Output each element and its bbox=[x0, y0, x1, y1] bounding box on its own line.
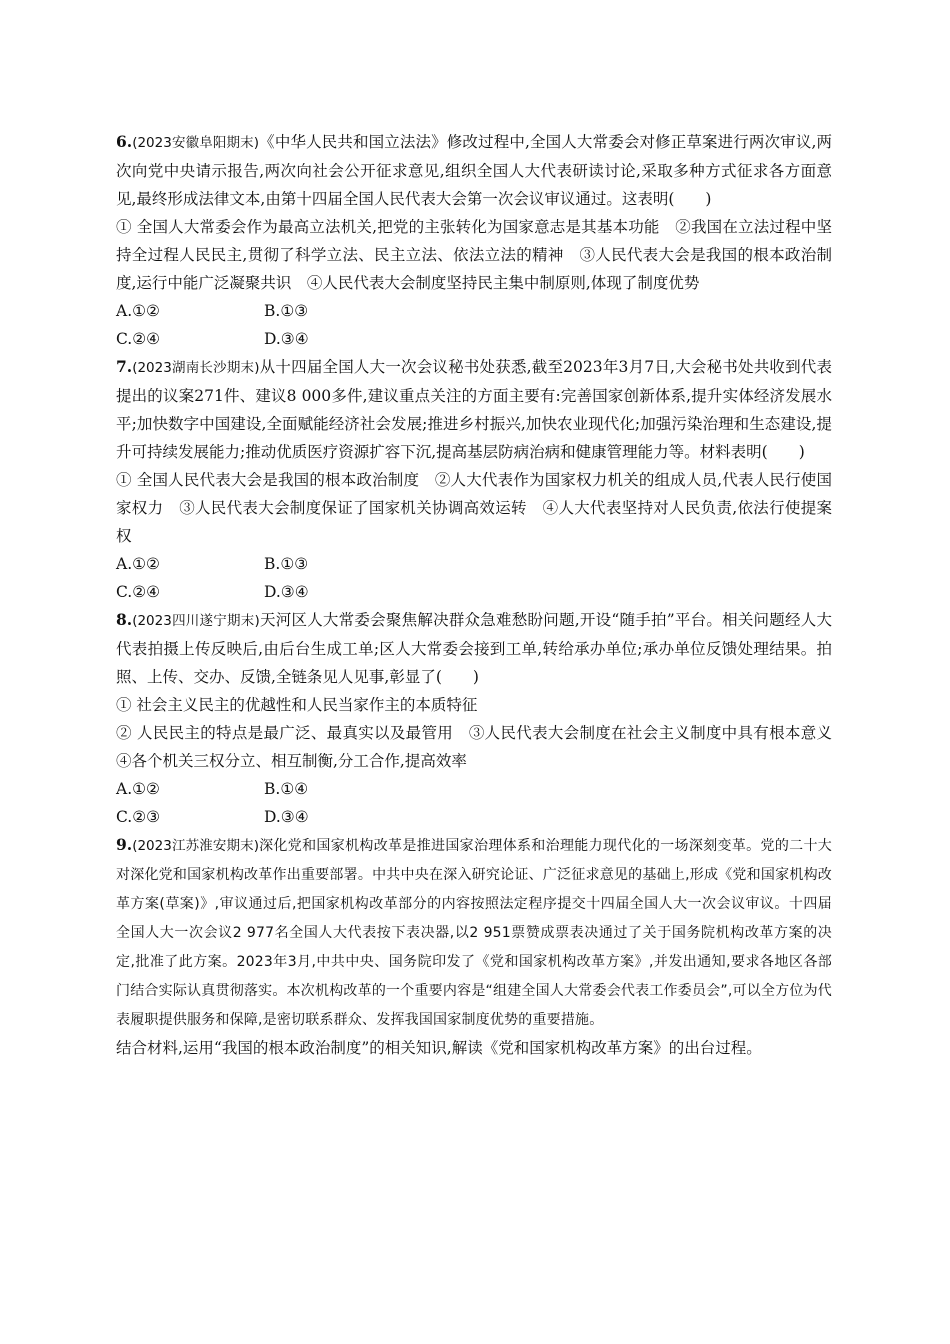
option-b[interactable]: B.①③ bbox=[264, 302, 309, 320]
statement-line-2: ② 人民民主的特点是最广泛、最真实以及最管用 ③人民代表大会制度在社会主义制度中具有根本意义 ④各个机关三权分立、相互制衡,分工合作,提高效率 bbox=[116, 724, 848, 770]
option-a[interactable]: A.①② bbox=[116, 302, 160, 320]
question-stem: 6.(2023安徽阜阳期末)《中华人民共和国立法法》修改过程中,全国人大常委会对修正草案进行两次审议,两次向党中央请示报告,两次向社会公开征求意见,组织全国人大代表研读讨论,采取多种方式征求各方面意见,最终形成法律文本,由第十四届全国人民代表大会第一次会议审议通过。这表明( ) bbox=[116, 132, 833, 208]
answer-options bbox=[116, 297, 832, 353]
option-d[interactable]: D.③④ bbox=[264, 583, 309, 601]
question-number: 9 bbox=[116, 835, 127, 854]
option-c[interactable]: C.②④ bbox=[116, 583, 161, 601]
question-stem: 9.(2023江苏淮安期末)深化党和国家机构改革是推进国家治理体系和治理能力现代化的一场深刻变革。党的二十大对深化党和国家机构改革作出重要部署。中共中央在深入研究论证、广泛征求意见的基础上,形成《党和国家机构改革方案(草案)》,审议通过后,把国家机构改革部分的内容按照法定程序提交十四届全国人大一次会议审议。十四届全国人大一次会议2 977名全国人大代表按下表决器,以2 951票赞成票表决通过了关于国务院机构改革方案的决定,批准了此方案。2023年3月,中共中央、国务院印发了《党和国家机构改革方案》,并发出通知,要求各地区各部门结合实际认真贯彻落实。本次机构改革的一个重要内容是“组建全国人大常委会代表工作委员会”,可以全方位为代表履职提供服务和保障,是密切联系群众、发挥我国国家制度优势的重要措施。 bbox=[116, 835, 833, 1028]
question-source: (2023四川遂宁期末) bbox=[132, 613, 260, 629]
question-text: 天河区人大常委会聚焦解决群众急难愁盼问题,开设“随手拍”平台。相关问题经人大代表拍摄上传反映后,由后台生成工单;区人大常委会接到工单,转给承办单位;承办单位反馈处理结果。拍照、上传、交办、反馈,全链条见人见事,彰显了( ) bbox=[116, 611, 833, 686]
question-text: 《中华人民共和国立法法》修改过程中,全国人大常委会对修正草案进行两次审议,两次向党中央请示报告,两次向社会公开征求意见,组织全国人大代表研读讨论,采取多种方式征求各方面意见,最终形成法律文本,由第十四届全国人民代表大会第一次会议审议通过。这表明( ) bbox=[116, 133, 833, 208]
question-8 bbox=[116, 606, 848, 831]
question-text: 从十四届全国人大一次会议秘书处获悉,截至2023年3月7日,大会秘书处共收到代表提出的议案271件、建议8 000多件,建议重点关注的方面主要有:完善国家创新体系,提升实体经济发展水平;加快数字中国建设,全面赋能经济社会发展;推进乡村振兴,加快农业现代化;加强污染治理和生态建设,提升可持续发展能力;推动优质医疗资源扩容下沉,提高基层防病治病和健康管理能力等。材料表明( ) bbox=[116, 358, 833, 461]
question-stem: 7.(2023湖南长沙期末)从十四届全国人大一次会议秘书处获悉,截至2023年3月7日,大会秘书处共收到代表提出的议案271件、建议8 000多件,建议重点关注的方面主要有:完善国家创新体系,提升实体经济发展水平;加快数字中国建设,全面赋能经济社会发展;推进乡村振兴,加快农业现代化;加强污染治理和生态建设,提升可持续发展能力;推动优质医疗资源扩容下沉,提高基层防病治病和健康管理能力等。材料表明( ) bbox=[116, 357, 833, 461]
statement-list: ① 全国人大常委会作为最高立法机关,把党的主张转化为国家意志是其基本功能 ②我国在立法过程中坚持全过程人民民主,贯彻了科学立法、民主立法、依法立法的精神 ③人民代表大会是我国的根本政治制度,运行中能广泛凝聚共识 ④人民代表大会制度坚持民主集中制原则,体现了制度优势 bbox=[116, 218, 832, 292]
option-c[interactable]: C.②③ bbox=[116, 808, 161, 826]
option-a[interactable]: A.①② bbox=[116, 780, 160, 798]
question-9 bbox=[116, 831, 832, 1062]
answer-options bbox=[116, 550, 832, 606]
question-source: (2023安徽阜阳期末) bbox=[132, 135, 260, 151]
document-page bbox=[116, 128, 848, 1062]
question-number: 6 bbox=[116, 132, 127, 151]
question-material: 深化党和国家机构改革是推进国家治理体系和治理能力现代化的一场深刻变革。党的二十大对深化党和国家机构改革作出重要部署。中共中央在深入研究论证、广泛征求意见的基础上,形成《党和国家机构改革方案(草案)》,审议通过后,把国家机构改革部分的内容按照法定程序提交十四届全国人大一次会议审议。十四届全国人大一次会议2 977名全国人大代表按下表决器,以2 951票赞成票表决通过了关于国务院机构改革方案的决定,批准了此方案。2023年3月,中共中央、国务院印发了《党和国家机构改革方案》,并发出通知,要求各地区各部门结合实际认真贯彻落实。本次机构改革的一个重要内容是“组建全国人大常委会代表工作委员会”,可以全方位为代表履职提供服务和保障,是密切联系群众、发挥我国国家制度优势的重要措施。 bbox=[116, 838, 833, 1028]
question-6 bbox=[116, 128, 832, 353]
question-task: 结合材料,运用“我国的根本政治制度”的相关知识,解读《党和国家机构改革方案》的出台过程。 bbox=[116, 1039, 762, 1057]
question-number: 7 bbox=[116, 357, 127, 376]
option-c[interactable]: C.②④ bbox=[116, 330, 161, 348]
option-d[interactable]: D.③④ bbox=[264, 808, 309, 826]
answer-options bbox=[116, 775, 832, 831]
statement-line-1: ① 社会主义民主的优越性和人民当家作主的本质特征 bbox=[116, 696, 478, 714]
option-a[interactable]: A.①② bbox=[116, 555, 160, 573]
question-number: 8 bbox=[116, 610, 127, 629]
question-source: (2023湖南长沙期末) bbox=[132, 360, 260, 376]
question-7 bbox=[116, 353, 832, 606]
option-b[interactable]: B.①④ bbox=[264, 780, 309, 798]
statement-list: ① 全国人民代表大会是我国的根本政治制度 ②人大代表作为国家权力机关的组成人员,代表人民行使国家权力 ③人民代表大会制度保证了国家机关协调高效运转 ④人大代表坚持对人民负责,依法行使提案权 bbox=[116, 471, 832, 545]
question-stem: 8.(2023四川遂宁期末)天河区人大常委会聚焦解决群众急难愁盼问题,开设“随手拍”平台。相关问题经人大代表拍摄上传反映后,由后台生成工单;区人大常委会接到工单,转给承办单位;承办单位反馈处理结果。拍照、上传、交办、反馈,全链条见人见事,彰显了( ) bbox=[116, 610, 833, 686]
option-d[interactable]: D.③④ bbox=[264, 330, 309, 348]
question-source: (2023江苏淮安期末) bbox=[132, 838, 259, 854]
option-b[interactable]: B.①③ bbox=[264, 555, 309, 573]
